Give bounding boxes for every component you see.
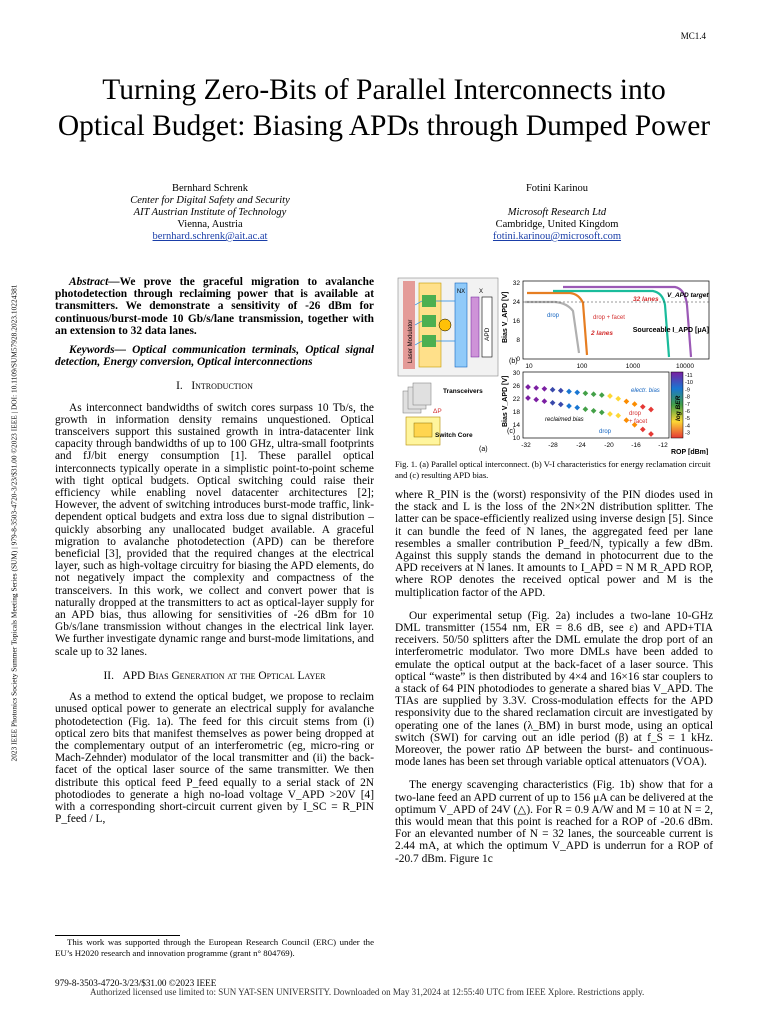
b-x-tick: 1000: [625, 363, 641, 370]
figure-caption: Fig. 1. (a) Parallel optical interconnect. (b) V-I characteristics for energy reclamation circuit and (c) resulting APD bias.: [395, 459, 711, 480]
conference-code: MC1.4: [680, 31, 706, 41]
b-x-tick: 100: [576, 363, 588, 370]
setup-paragraph: Our experimental setup (Fig. 2a) includes a two-lane 10-GHz DML transmitter (1554 nm, ER = 8.6 dB, see ε) and APD+TIA receivers. 50/50 splitters after the DML emulate the drop port of an interferometric modulator. Two more DMLs have been added to emulate the optical output at the back-facet of a laser source. This optical “waste” is then distributed by 4×4 and 16×16 star couplers to a stack of 64 PIN photodiodes to generate a shared bias V_APD. The TIAs are supplied by 3.3V. Cross-modulation effects for the APD responsivity due to the shared reclamation circuit are investigated by operating one of the lanes (λ_BM) in burst mode, using an optical switch (SWI) for carving out an idle period (β) at f_S = 1 kHz. Moreover, the power ratio ΔP between the burst- and continuous-mode lanes has been set through variable optical attenuators (VOA).: [395, 609, 713, 769]
c-reclaimed-label: reclaimed bias: [545, 417, 584, 423]
author-affiliation: AIT Austrian Institute of Technology: [133, 207, 287, 218]
scavenging-paragraph: The energy scavenging characteristics (Fig. 1b) show that for a two-lane feed an APD current of up to 156 μA can be delivered at the optimum V_APD of 24V (△). For R = 0.9 A/W and M = 10 at N = 2, this would mean that this point is reached for a ROP of -20.6 dBm. For an elevanted number of N = 32 lanes, the sourceable current is 2.44 mA, at which the optimum V_APD is underrun for a ROP of -20.7 dBm. Figure 1c: [395, 779, 713, 865]
b-target-label: V_APD target: [667, 292, 709, 299]
keywords-text: Optical communication terminals, Optical signal detection, Energy conversion, Optical interconnections: [55, 344, 374, 369]
paper-title: [40, 72, 728, 144]
b-y-axis-label: Bias V_APD [V]: [502, 291, 509, 343]
author-block-2: [412, 183, 702, 243]
abstract: [55, 276, 374, 337]
c-legend-tick: -7: [685, 401, 690, 408]
c-legend-tick: -9: [685, 387, 690, 394]
c-y-tick: 22: [512, 396, 520, 403]
panel-b-label: (b): [509, 358, 518, 365]
x-label: X: [478, 289, 484, 295]
panel-a-label: (a): [479, 446, 488, 453]
b-drop-label: drop: [547, 313, 560, 319]
c-x-tick: -24: [576, 442, 586, 449]
c-y-tick: 26: [512, 383, 520, 390]
delta-p-label: ΔP: [433, 408, 442, 415]
panel-b-chart: [502, 280, 709, 370]
figure-1: [395, 275, 717, 455]
funding-footnote: This work was supported through the European Research Council (ERC) under the EU’s H2020 research and innovation programme (grant n° 804769).: [55, 937, 374, 958]
continued-paragraph: where R_PIN is the (worst) responsivity of the PIN diodes used in the stack and L is the loss of the 2N×2N distribution splitter. The latter can be space-efficiently realized using inverse design [5]. Since it can bundle the feed of N lanes, the aggregated feed per lane resembles a smaller contribution P_feed/N, typically a few dBm. Against this supply stands the demand in photocurrent due to the APD receivers at N lanes. It amounts to I_APD = N M R_APD ROP, where ROP denotes the received optical power and M is the multiplication factor of the APD.: [395, 489, 713, 599]
b-y-tick: 8: [516, 337, 520, 344]
doi-sidebar: [6, 178, 22, 868]
nx-label: NX: [456, 289, 466, 295]
title-line-2: Optical Budget: Biasing APDs through Dumped Power: [57, 110, 711, 142]
abstract-text: We prove the graceful migration to avalanche photodetection through reclaiming power that is available at transmitters. We demonstrate a sensitivity of -26 dBm for continuous/burst-mode 10 Gb/s/lane transmission, together with an extension to 32 data lanes.: [55, 276, 374, 337]
c-x-axis-label: ROP [dBm]: [671, 449, 709, 455]
author-location: Cambridge, United Kingdom: [495, 219, 619, 230]
c-y-tick: 10: [512, 435, 520, 442]
c-x-tick: -12: [658, 442, 668, 449]
author-affiliation: [412, 195, 702, 207]
footnote-divider: [55, 935, 180, 936]
pin-diode-icon: [422, 335, 436, 347]
b-y-tick: 32: [512, 280, 520, 287]
c-x-tick-labels: [521, 442, 668, 449]
c-legend-tick: -11: [685, 373, 693, 379]
panel-a-schematic: [398, 278, 498, 453]
pin-diode-icon: [422, 315, 436, 327]
c-drop-facet-label: + facet: [629, 419, 648, 425]
keywords-label: Keywords—: [69, 344, 126, 357]
author-email-link[interactable]: bernhard.schrenk@ait.ac.at: [152, 231, 268, 242]
b-y-tick-labels: [513, 280, 521, 363]
laser-modulator-label: Laser Modulator: [408, 319, 414, 363]
b-y-tick: 0: [516, 356, 520, 363]
right-column: [395, 489, 713, 865]
copyright-line: 979-8-3503-4720-3/23/$31.00 ©2023 IEEE: [55, 978, 217, 988]
abstract-label: Abstract—: [69, 276, 120, 288]
title-line-1: Turning Zero-Bits of Parallel Interconnects into: [102, 74, 666, 106]
c-legend-title: log BER: [675, 395, 682, 421]
intro-paragraph: As interconnect bandwidths of switch cores surpass 10 Tb/s, the growth in information density remains unquestioned. Optical transceivers support this sustained growth in intra-datacenter link capacity through bandwidths of up to 100 GHz, ultra-small footprints and fJ/bit energy consumption [1]. These parallel optical interconnects typically operate in a simplistic point-to-point scheme with tight optical budgets. Optical switching could raise their efficiency while enabling novel datacenter architectures [2]; However, the advent of switching introduces burst-mode traffic, link-dependent optical budgets and extra loss due to signal distribution – quickly absorbing any unallocated budget available. A graceful migration to avalanche photodetection (APD) can be therefore beneficial [3], provided that the required changes at the electrical layer, such as high-voltage circuitry for biasing the APD elements, do not negatively impact the complexity and compactness of the transceivers. In this work, we collect and convert power that is naturally dropped at the transmitters to act as optical-layer supply for an APD bias, thus allowing for sensitivities of -26 dBm for 10 Gb/s/lane transmission without changes in the electrical link layer. We further investigate dynamic range and burst-mode limitations, and scale up to 32 lanes.: [55, 401, 374, 658]
c-x-tick: -28: [548, 442, 558, 449]
author-affiliation: Center for Digital Safety and Security: [130, 195, 290, 206]
c-elec-label: electr. bias: [631, 388, 660, 394]
panel-c-label: (c): [507, 428, 516, 435]
c-y-tick: 18: [512, 409, 520, 416]
drop-port-icon: [439, 319, 451, 331]
section-heading-1: I. Introduction: [176, 380, 253, 393]
author-name: Bernhard Schrenk: [171, 183, 249, 194]
c-legend-ticks: [685, 373, 693, 437]
author-block-1: [65, 183, 355, 243]
b-y-tick: 24: [512, 299, 520, 306]
b-drop-facet-label: drop + facet: [593, 315, 625, 321]
c-legend-tick: -3: [685, 430, 690, 437]
c-x-tick: -20: [604, 442, 614, 449]
c-y-axis-label: Bias V_APD [V]: [502, 375, 509, 427]
pin-diode-icon: [422, 295, 436, 307]
b-32lanes-label: 32 lanes: [633, 296, 659, 303]
c-legend-tick: -8: [685, 394, 690, 401]
b-x-tick: 10: [525, 363, 533, 370]
c-drop-label: drop: [629, 411, 642, 417]
author-name: Fotini Karinou: [525, 183, 589, 194]
c-y-tick: 30: [512, 370, 520, 377]
license-line: Authorized licensed use limited to: SUN YAT-SEN UNIVERSITY. Downloaded on May 31,2024 at 12:55:40 UTC from IEEE Xplore. Restrictions apply.: [90, 987, 645, 997]
c-x-tick: -16: [631, 442, 641, 449]
apd-label: APD: [484, 327, 491, 341]
c-y-tick: 14: [512, 422, 520, 429]
b-y-tick: 16: [512, 318, 520, 325]
panel-c-chart: [502, 370, 708, 455]
author-email-link[interactable]: fotini.karinou@microsoft.com: [492, 231, 622, 242]
transceivers-label: Transceivers: [443, 388, 483, 395]
author-affiliation: Microsoft Research Ltd: [507, 207, 607, 218]
c-drop2-label: drop: [599, 429, 612, 435]
b-x-axis-label: Sourceable I_APD [μA]: [632, 327, 709, 334]
c-x-tick: -32: [521, 442, 531, 449]
b-x-tick: 10000: [675, 363, 695, 370]
c-legend-tick: -10: [685, 380, 693, 387]
b-2lanes-label: 2 lanes: [591, 330, 614, 337]
left-column: [55, 276, 374, 825]
c-ber-legend: [671, 372, 693, 438]
keywords: [55, 344, 374, 368]
c-legend-tick: -4: [685, 423, 690, 430]
section2-paragraph: As a method to extend the optical budget, we propose to reclaim unused optical power to generate an electrical supply for avalanche photodetection (Fig. 1a). The feed for this circuit stems from (i) optical zero bits that manifest themselves as power being dropped at the complementary output of an interferometric (eg, micro-ring or Mach-Zehnder) modulator of the local transmitter and (ii) the back-facet of the optical laser source of the same transmitter. We then distribute this optical feed P_feed equally to a serial stack of 2N photodiodes to generate a high no-load voltage V_APD >20V [4] with a corresponding short-circuit current given by I_SC = R_PIN P_feed / L,: [55, 691, 374, 826]
author-location: Vienna, Austria: [177, 219, 243, 230]
c-legend-tick: -6: [685, 409, 690, 415]
switch-core-label: Switch Core: [435, 432, 473, 439]
section-heading-2: II. APD Bias Generation at the Optical Layer: [103, 669, 326, 682]
doi-sidebar-text: 2023 IEEE Photonics Society Summer Topicals Meeting Series (SUM) | 979-8-3503-4720-3/23/$31.00 ©2023 IEEE | DOI: 10.1109/SUM57928.2023.10224381: [9, 284, 19, 762]
b-x-tick-labels: [525, 363, 694, 370]
c-legend-tick: -5: [685, 416, 690, 423]
